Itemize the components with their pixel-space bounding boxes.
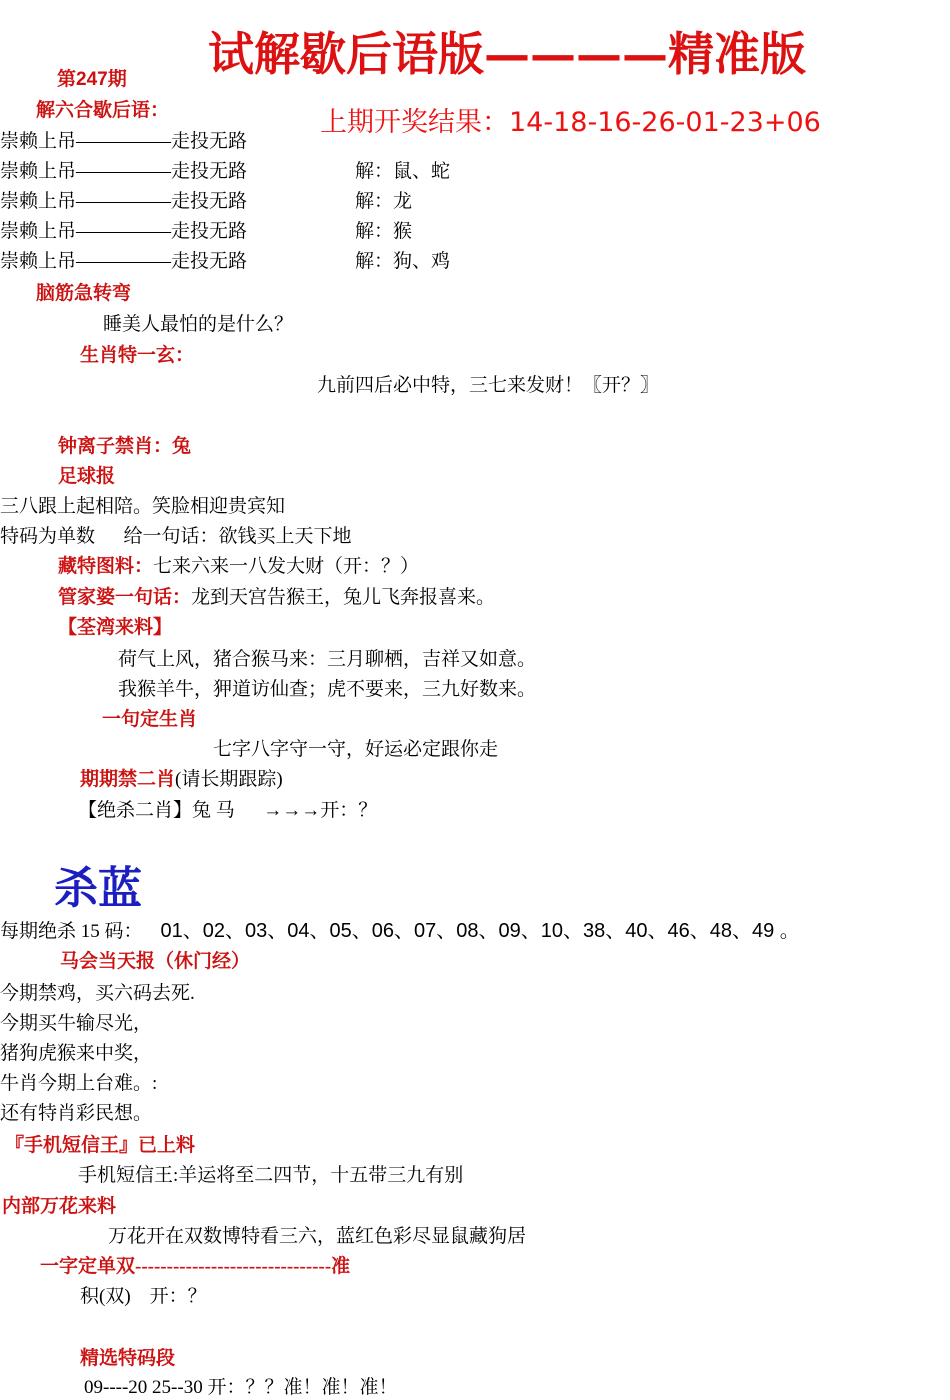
one-sentence-heading: 一句定生肖 bbox=[102, 709, 198, 730]
segment-text: 09----20 25--30 开：？？准！准！准！ bbox=[84, 1377, 398, 1398]
riddle-line: 崇赖上吊—————走投无路 bbox=[0, 191, 248, 212]
wanhua-text: 万花开在双数博特看三六，蓝红色彩尽显鼠藏狗居 bbox=[108, 1226, 527, 1247]
zhongli-ban: 钟离子禁肖：兔 bbox=[58, 436, 192, 457]
kill-blue-row bbox=[0, 914, 800, 943]
last-result: 上期开奖结果：14-18-16-26-01-23+06 bbox=[320, 107, 821, 138]
wanhua-heading: 内部万花来料 bbox=[2, 1196, 117, 1217]
football-heading: 足球报 bbox=[58, 466, 116, 487]
racing-line: 猪狗虎猴来中奖， bbox=[0, 1043, 153, 1064]
ban-two-note: (请长期跟踪) bbox=[175, 769, 283, 790]
riddle-line: 崇赖上吊—————走投无路 bbox=[0, 131, 248, 152]
riddle-line: 崇赖上吊—————走投无路 bbox=[0, 161, 248, 182]
segment-heading: 精选特码段 bbox=[80, 1348, 176, 1369]
brain-teaser-question: 睡美人最怕的是什么？ bbox=[103, 314, 294, 335]
ban-two-line: 【绝杀二肖】兔 马 →→→开：？ bbox=[78, 800, 378, 821]
one-sentence-text: 七字八字守一守，好运必定跟你走 bbox=[213, 739, 499, 760]
racing-line: 还有特肖彩民想。 bbox=[0, 1103, 153, 1124]
quanwan-line: 荷气上风，猪合猴马来：三月聊栖，吉祥又如意。 bbox=[118, 649, 537, 670]
page-title bbox=[208, 18, 806, 84]
quanwan-line: 我猴羊牛，狎道访仙查；虎不要来，三九好数来。 bbox=[118, 679, 537, 700]
zodiac-mystery-heading: 生肖特一玄： bbox=[80, 345, 195, 366]
football-line: 三八跟上起相陪。笑脸相迎贵宾知 bbox=[0, 496, 286, 517]
riddle-line: 崇赖上吊—————走投无路 bbox=[0, 251, 248, 272]
racing-line: 今期买牛输尽光， bbox=[0, 1013, 153, 1034]
riddle-heading: 解六合歇后语： bbox=[36, 100, 170, 121]
hidden-pic-row bbox=[58, 551, 419, 578]
riddle-answer: 解：鼠、蛇 bbox=[355, 161, 451, 182]
sms-heading: 『手机短信王』已上料 bbox=[5, 1135, 196, 1156]
kill-blue-title: 杀蓝 bbox=[54, 863, 142, 914]
hidden-pic-text: 七来六来一八发大财（开：？） bbox=[153, 556, 420, 577]
ban-two-row bbox=[80, 764, 283, 791]
single-double-heading: 一字定单双-------------------------------准 bbox=[40, 1256, 351, 1277]
racing-line: 今期禁鸡，买六码去死. bbox=[0, 983, 195, 1004]
ban-two-label: 期期禁二肖 bbox=[80, 769, 176, 790]
single-double-text: 积(双) 开：？ bbox=[80, 1286, 207, 1307]
riddle-answer: 解：龙 bbox=[355, 191, 413, 212]
kill-blue-numbers: 01、02、03、04、05、06、07、08、09、10、38、40、46、48、49 。 bbox=[160, 920, 800, 942]
sms-text: 手机短信王:羊运将至二四节，十五带三九有别 bbox=[78, 1165, 464, 1186]
racing-heading: 马会当天报（休门经） bbox=[60, 951, 251, 972]
kill-blue-label: 每期绝杀 15 码： bbox=[0, 921, 143, 942]
brain-teaser-heading: 脑筋急转弯 bbox=[36, 283, 132, 304]
housekeeper-label: 管家婆一句话： bbox=[58, 587, 192, 608]
issue-number: 第247期 bbox=[57, 69, 127, 90]
quanwan-heading: 【荃湾来料】 bbox=[58, 617, 173, 638]
housekeeper-text: 龙到天宫告猴王，兔儿飞奔报喜来。 bbox=[191, 587, 496, 608]
riddle-answer: 解：狗、鸡 bbox=[355, 251, 451, 272]
riddle-answer: 解：猴 bbox=[355, 221, 413, 242]
riddle-line: 崇赖上吊—————走投无路 bbox=[0, 221, 248, 242]
housekeeper-row bbox=[58, 582, 495, 609]
zodiac-mystery-text: 九前四后必中特，三七来发财！〖开？〗 bbox=[317, 375, 660, 396]
football-line: 特码为单数 给一句话：欲钱买上天下地 bbox=[0, 526, 352, 547]
page-title-text: 试解歇后语版————精准版 bbox=[208, 27, 806, 81]
racing-line: 牛肖今期上台难。: bbox=[0, 1073, 158, 1094]
hidden-pic-label: 藏特图料： bbox=[58, 556, 154, 577]
